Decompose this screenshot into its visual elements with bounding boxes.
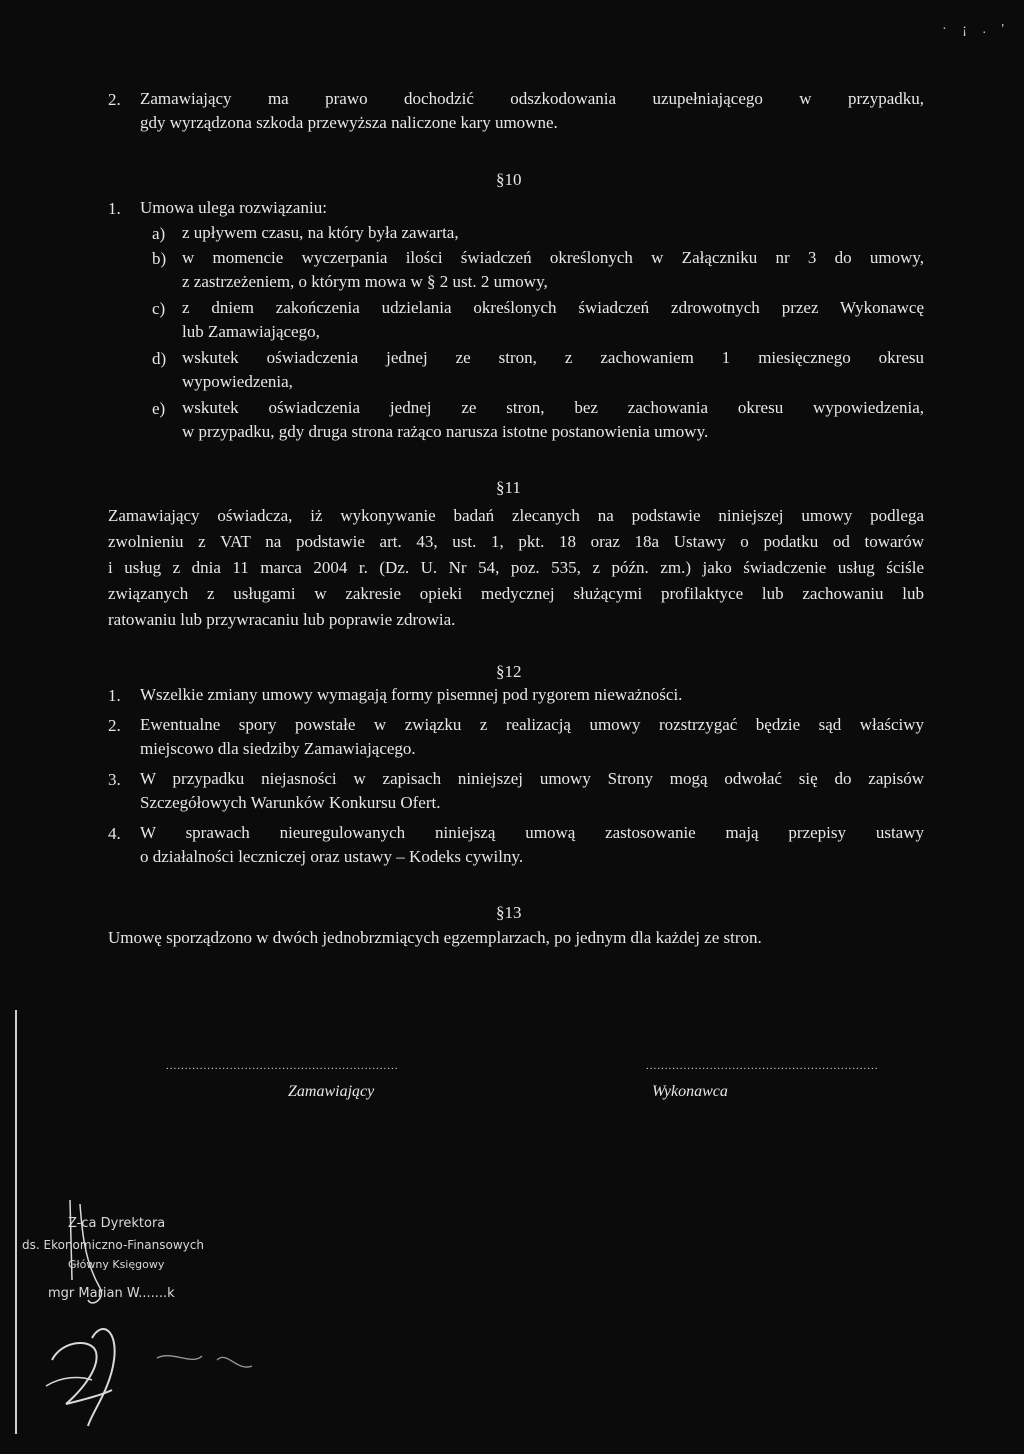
s13-text: Umowę sporządzono w dwóch jednobrzmiących egzemplarzach, po jednym dla każdej ze stron. [108,928,762,947]
official-stamp [22,1190,282,1440]
s12-item3-number: 3. [108,770,121,789]
signature-line-left: .............................................................. [166,1060,399,1072]
signature-label-zamawiajacy: Zamawiający [288,1083,375,1100]
signature-label-wykonawca: Wykonawca [652,1083,728,1100]
s10-item-a-line1: z upływem czasu, na który była zawarta, [182,223,459,242]
s10-intro: Umowa ulega rozwiązaniu: [140,198,327,217]
s12-item4-line2: o działalności leczniczej oraz ustawy – Kodeks cywilny. [140,847,524,866]
para2-number: 2. [108,90,121,109]
s10-item-b-line2: z zastrzeżeniem, o którym mowa w § 2 ust. 2 umowy, [182,272,548,291]
stamp-line-2: ds. Ekonomiczno-Finansowych [22,1238,204,1252]
s12-item4-number: 4. [108,824,121,843]
stamp-line-1: Z-ca Dyrektora [68,1216,166,1231]
s11-line4: związanych z usługami w zakresie opieki medycznej służącymi profilaktyce lub zachowaniu lub [108,584,924,603]
s12-item4-line1: W sprawach nieuregulowanych niniejszą umową zastosowanie mają przepisy ustawy [140,823,924,842]
s12-item3-line2: Szczegółowych Warunków Konkursu Ofert. [140,793,441,812]
signature-line-right: .............................................................. [646,1060,879,1072]
s12-item2-line2: miejscowo dla siedziby Zamawiającego. [140,739,416,758]
section-12-heading: §12 [496,662,522,681]
s10-item-e-line2: w przypadku, gdy druga strona rażąco narusza istotne postanowienia umowy. [182,422,709,441]
s12-item1-number: 1. [108,686,121,705]
section-13-heading: §13 [496,903,522,922]
s10-item-e-label: e) [152,399,166,418]
s10-item-c-line1: z dniem zakończenia udzielania określonych świadczeń zdrowotnych przez Wykonawcę [182,298,924,317]
s10-item-e-line1: wskutek oświadczenia jednej ze stron, bez zachowania okresu wypowiedzenia, [182,398,924,417]
s10-number: 1. [108,199,121,218]
para2-line2: gdy wyrządzona szkoda przewyższa naliczone kary umowne. [140,113,558,132]
s10-item-c-label: c) [152,299,166,318]
s10-item-d-line2: wypowiedzenia, [182,372,293,391]
stamp-line-4: mgr Marian W.......k [48,1286,175,1301]
s11-line2: zwolnieniu z VAT na podstawie art. 43, ust. 1, pkt. 18 oraz 18a Ustawy o podatku od towarów [108,532,924,551]
s11-line5: ratowaniu lub przywracaniu lub poprawie zdrowia. [108,610,456,629]
s10-item-b-line1: w momencie wyczerpania ilości świadczeń określonych w Załączniku nr 3 do umowy, [182,248,924,267]
s11-line3: i usług z dnia 11 marca 2004 r. (Dz. U. Nr 54, poz. 535, z późn. zm.) jako świadczenie usług ściśle [108,558,924,577]
s10-item-d-label: d) [152,349,167,368]
s10-item-a-label: a) [152,224,166,243]
s10-item-d-line1: wskutek oświadczenia jednej ze stron, z zachowaniem 1 miesięcznego okresu [182,348,924,367]
section-11-heading: §11 [496,478,521,497]
s10-item-b-label: b) [152,249,167,268]
stamp-line-3: Główny Księgowy [68,1258,165,1271]
section-10-heading: §10 [496,170,522,189]
margin-rule [15,1010,17,1434]
corner-marks: · ¡ . ' [942,22,1010,37]
s11-line1: Zamawiający oświadcza, iż wykonywanie badań zlecanych na podstawie niniejszej umowy podlega [108,506,924,525]
s12-item2-line1: Ewentualne spory powstałe w związku z realizacją umowy rozstrzygać będzie sąd właściwy [140,715,924,734]
s10-item-c-line2: lub Zamawiającego, [182,322,320,341]
para2-line1: Zamawiający ma prawo dochodzić odszkodowania uzupełniającego w przypadku, [140,89,924,108]
s12-item2-number: 2. [108,716,121,735]
s12-item3-line1: W przypadku niejasności w zapisach niniejszej umowy Strony mogą odwołać się do zapisów [140,769,924,788]
s12-item1-line1: Wszelkie zmiany umowy wymagają formy pisemnej pod rygorem nieważności. [140,685,683,704]
